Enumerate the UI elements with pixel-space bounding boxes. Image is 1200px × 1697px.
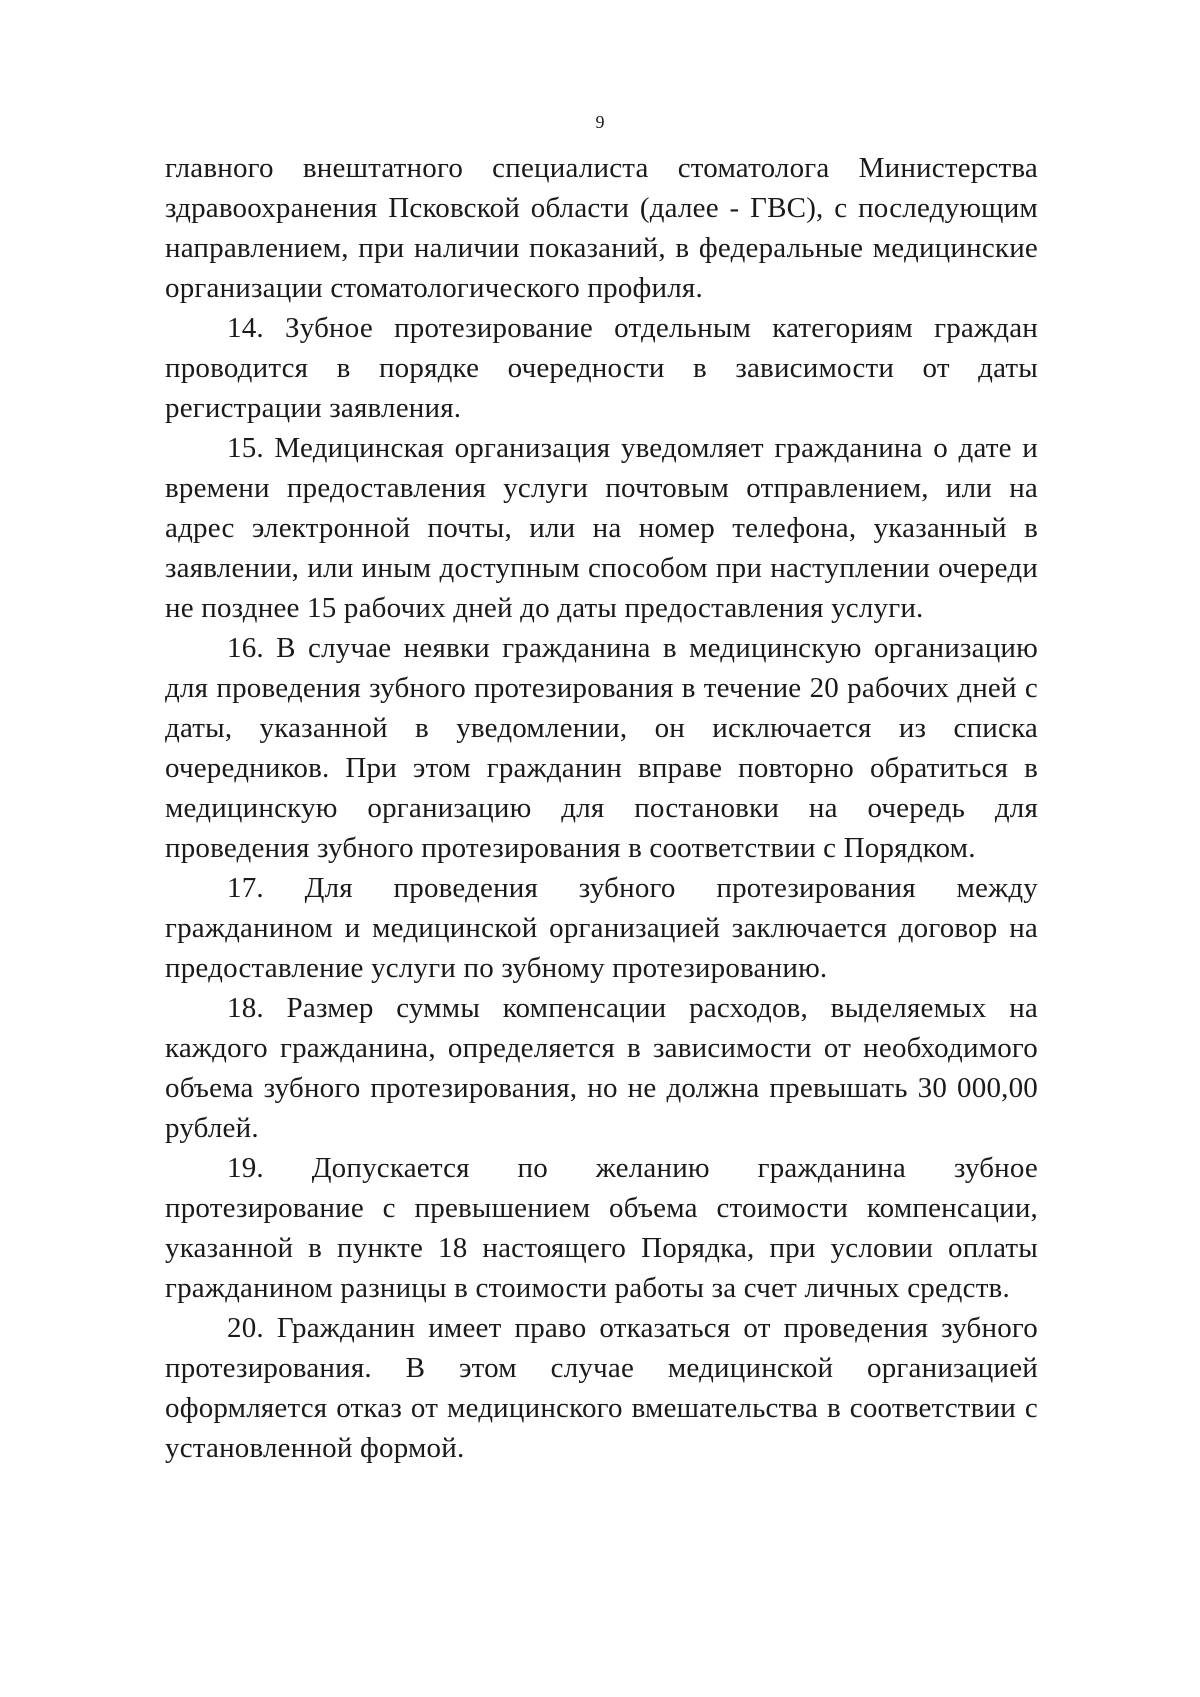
- paragraph-20: 20. Гражданин имеет право отказаться от проведения зубного протезирования. В этом случае медицинской организацией оформляется отказ от медицинского вмешательства в соответствии с установленной формой.: [165, 1312, 1038, 1464]
- document-body: [165, 148, 1038, 1468]
- paragraph-19: 19. Допускается по желанию гражданина зубное протезирование с превышением объема стоимости компенсации, указанной в пункте 18 настоящего Порядка, при условии оплаты гражданином разницы в стоимости работы за счет личных средств.: [165, 1152, 1038, 1304]
- paragraph-15: 15. Медицинская организация уведомляет гражданина о дате и времени предоставления услуги почтовым отправлением, или на адрес электронной почты, или на номер телефона, указанный в заявлении, или иным доступным способом при наступлении очереди не позднее 15 рабочих дней до даты предоставления услуги.: [165, 432, 1038, 624]
- page-number: 9: [595, 112, 605, 132]
- paragraph-14: 14. Зубное протезирование отдельным категориям граждан проводится в порядке очередности в зависимости от даты регистрации заявления.: [165, 312, 1038, 424]
- paragraph-continuation: главного внештатного специалиста стоматолога Министерства здравоохранения Псковской области (далее - ГВС), с последующим направлением, при наличии показаний, в федеральные медицинские организации стоматологического профиля.: [165, 152, 1038, 304]
- paragraph-18: 18. Размер суммы компенсации расходов, выделяемых на каждого гражданина, определяется в зависимости от необходимого объема зубного протезирования, но не должна превышать 30 000,00 рублей.: [165, 992, 1038, 1144]
- paragraph-17: 17. Для проведения зубного протезирования между гражданином и медицинской организацией заключается договор на предоставление услуги по зубному протезированию.: [165, 872, 1038, 984]
- paragraph-16: 16. В случае неявки гражданина в медицинскую организацию для проведения зубного протезирования в течение 20 рабочих дней с даты, указанной в уведомлении, он исключается из списка очередников. При этом гражданин вправе повторно обратиться в медицинскую организацию для постановки на очередь для проведения зубного протезирования в соответствии с Порядком.: [165, 632, 1038, 864]
